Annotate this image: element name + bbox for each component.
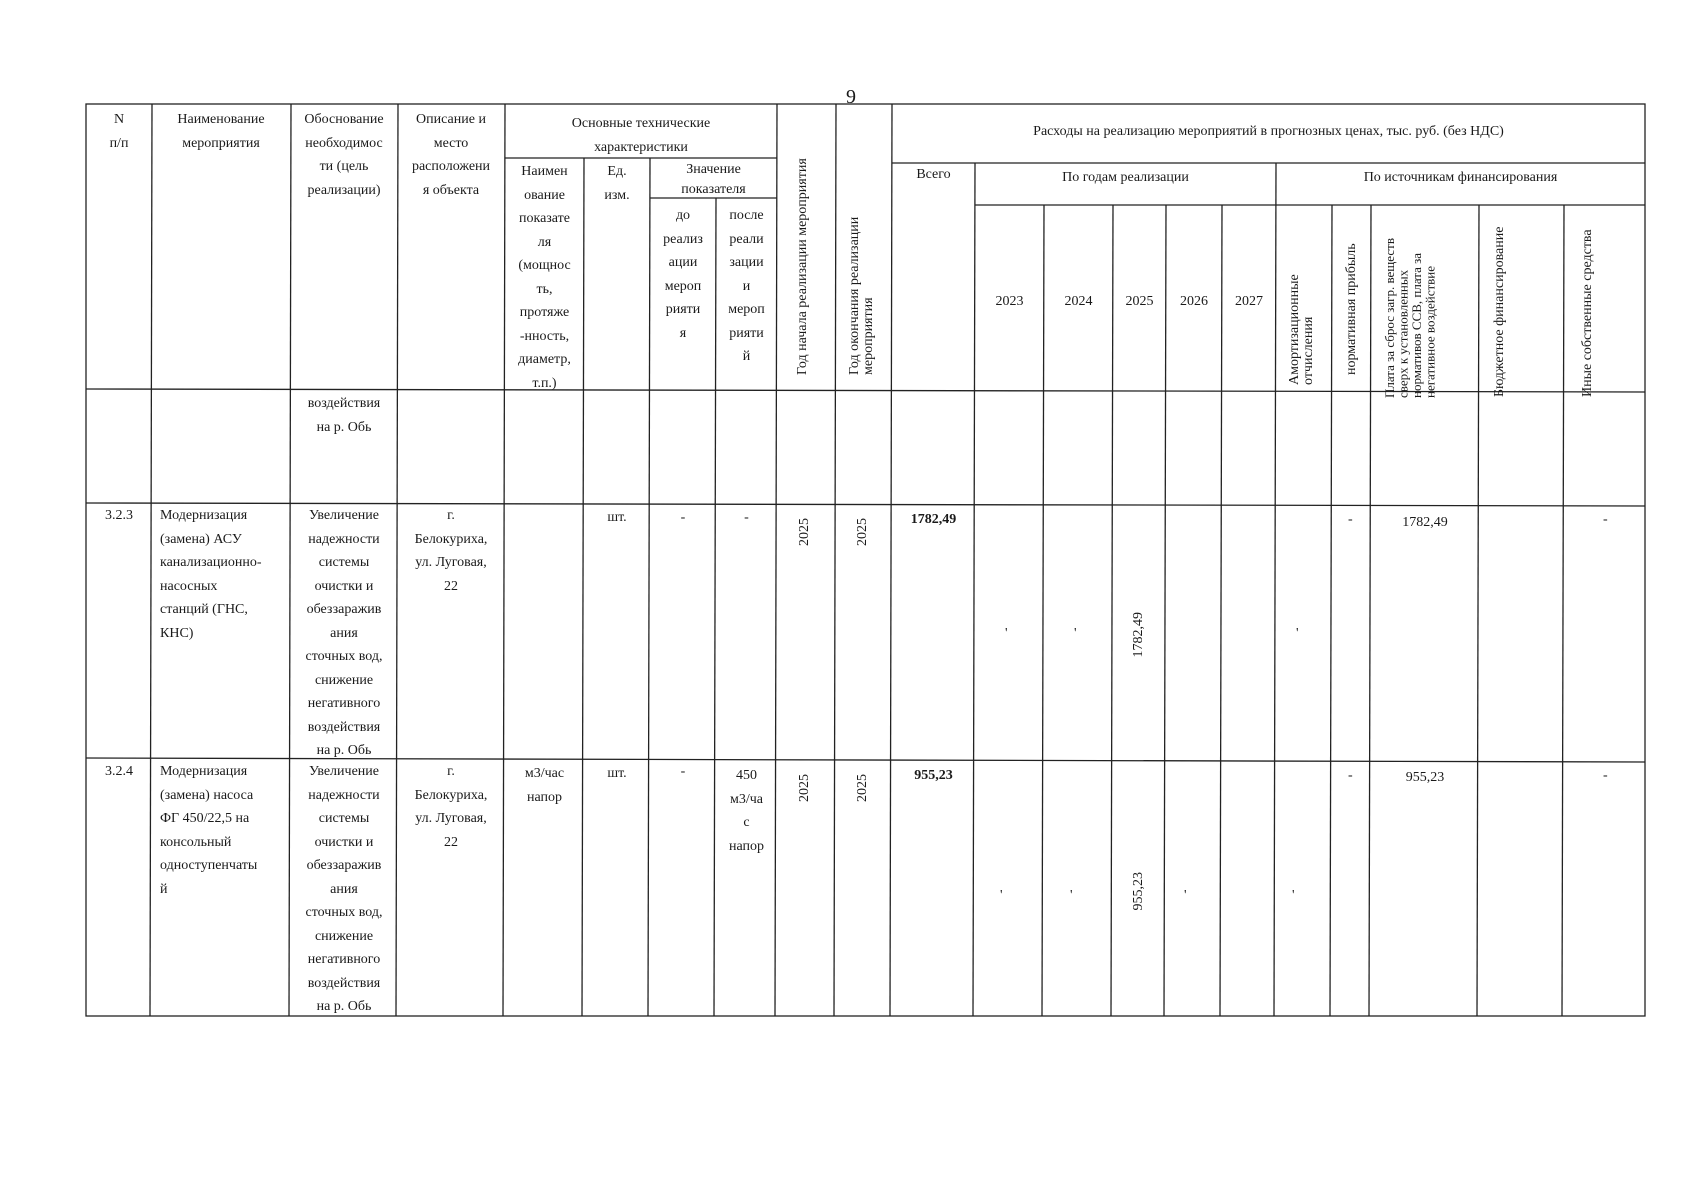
- header-justification: Обоснование необходимос ти (цель реализации): [304, 112, 384, 198]
- header-num: N п/п: [109, 112, 129, 151]
- row-y2024: ': [1070, 888, 1073, 903]
- header-indicator-name: Наимен ование показате ля (мощнос ть, протяже -нность, диаметр, т.п.): [518, 164, 571, 391]
- row-y2025: 955,23: [1131, 872, 1146, 911]
- header-src-budget: Бюджетное финансирование: [1492, 226, 1507, 397]
- cont-justification: воздействия на р. Обь: [307, 396, 381, 435]
- header-tech: Основные технические характеристики: [571, 116, 711, 155]
- row-unit: шт.: [607, 510, 627, 525]
- row-amort: ': [1296, 626, 1299, 641]
- row-profit: -: [1348, 768, 1353, 783]
- row-year-end: 2025: [855, 774, 870, 802]
- header-year-2023: 2023: [995, 294, 1024, 309]
- header-year-start: Год начала реализации мероприятия: [795, 158, 810, 375]
- row-y2023: ': [1000, 888, 1003, 903]
- header-year-2025: 2025: [1125, 294, 1154, 309]
- row-profit: -: [1348, 512, 1353, 527]
- header-year-2026: 2026: [1180, 294, 1208, 309]
- row-y2025: 1782,49: [1131, 612, 1146, 658]
- row-before: -: [680, 510, 686, 525]
- row-y2024: ': [1074, 626, 1077, 641]
- row-name: Модернизация (замена) насоса ФГ 450/22,5 на консольный одноступенчаты й: [160, 764, 258, 897]
- row-before: -: [680, 764, 686, 779]
- header-name: Наименование мероприятия: [177, 112, 265, 151]
- row-y2023: ': [1005, 626, 1008, 641]
- header-src-amort: Амортизационные отчисления: [1287, 274, 1316, 385]
- row-y2026: ': [1184, 888, 1187, 903]
- header-location: Описание и место расположени я объекта: [411, 112, 491, 198]
- row-year-start: 2025: [797, 774, 812, 802]
- header-src-profit: нормативная прибыль: [1344, 243, 1359, 375]
- header-unit: Ед. изм.: [604, 164, 630, 203]
- row-after: -: [744, 510, 749, 525]
- row-total: 955,23: [914, 768, 953, 783]
- row-total: 1782,49: [910, 512, 957, 527]
- row-indicator: м3/час напор: [524, 766, 565, 805]
- header-src-fee: Плата за сброс загр. веществ сверх к установленных нормативов ССВ, плата за негативное воздействие: [1382, 238, 1438, 398]
- row-fee: 1782,49: [1402, 515, 1448, 530]
- row-fee: 955,23: [1405, 770, 1445, 785]
- row-year-end: 2025: [855, 518, 870, 546]
- row-justification: Увеличение надежности системы очистки и обеззаражив ания сточных вод, снижение негативного воздействия на р. Обь: [305, 508, 383, 758]
- row-name: Модернизация (замена) АСУ канализационно- насосных станций (ГНС, КНС): [160, 508, 262, 641]
- row-after: 450 м3/ча с напор: [728, 768, 764, 854]
- row-location: г. Белокуриха, ул. Луговая, 22: [414, 764, 488, 850]
- header-before: до реализ ации мероп рияти я: [663, 208, 703, 341]
- row-num: 3.2.4: [105, 764, 133, 779]
- header-by-sources: По источникам финансирования: [1363, 170, 1558, 185]
- page-number: 9: [846, 86, 856, 108]
- header-year-end: Год окончания реализации мероприятия: [847, 216, 876, 375]
- header-src-other: Иные собственные средства: [1580, 229, 1595, 397]
- row-other: -: [1603, 768, 1608, 783]
- row-num: 3.2.3: [105, 508, 133, 523]
- header-after: после реали зации и мероп рияти й: [728, 208, 765, 364]
- row-other: -: [1603, 512, 1608, 527]
- row-justification: Увеличение надежности системы очистки и обеззаражив ания сточных вод, снижение негативного воздействия на р. Обь: [305, 764, 383, 1014]
- header-year-2027: 2027: [1235, 294, 1263, 309]
- row-location: г. Белокуриха, ул. Луговая, 22: [414, 508, 488, 594]
- header-year-2024: 2024: [1064, 294, 1093, 309]
- header-expenses: Расходы на реализацию мероприятий в прогнозных ценах, тыс. руб. (без НДС): [1033, 124, 1504, 139]
- header-by-years: По годам реализации: [1062, 170, 1189, 185]
- header-value: Значение показателя: [681, 162, 746, 197]
- row-amort: ': [1292, 888, 1295, 903]
- row-year-start: 2025: [797, 518, 812, 546]
- row-unit: шт.: [607, 766, 627, 781]
- header-total: Всего: [916, 167, 951, 182]
